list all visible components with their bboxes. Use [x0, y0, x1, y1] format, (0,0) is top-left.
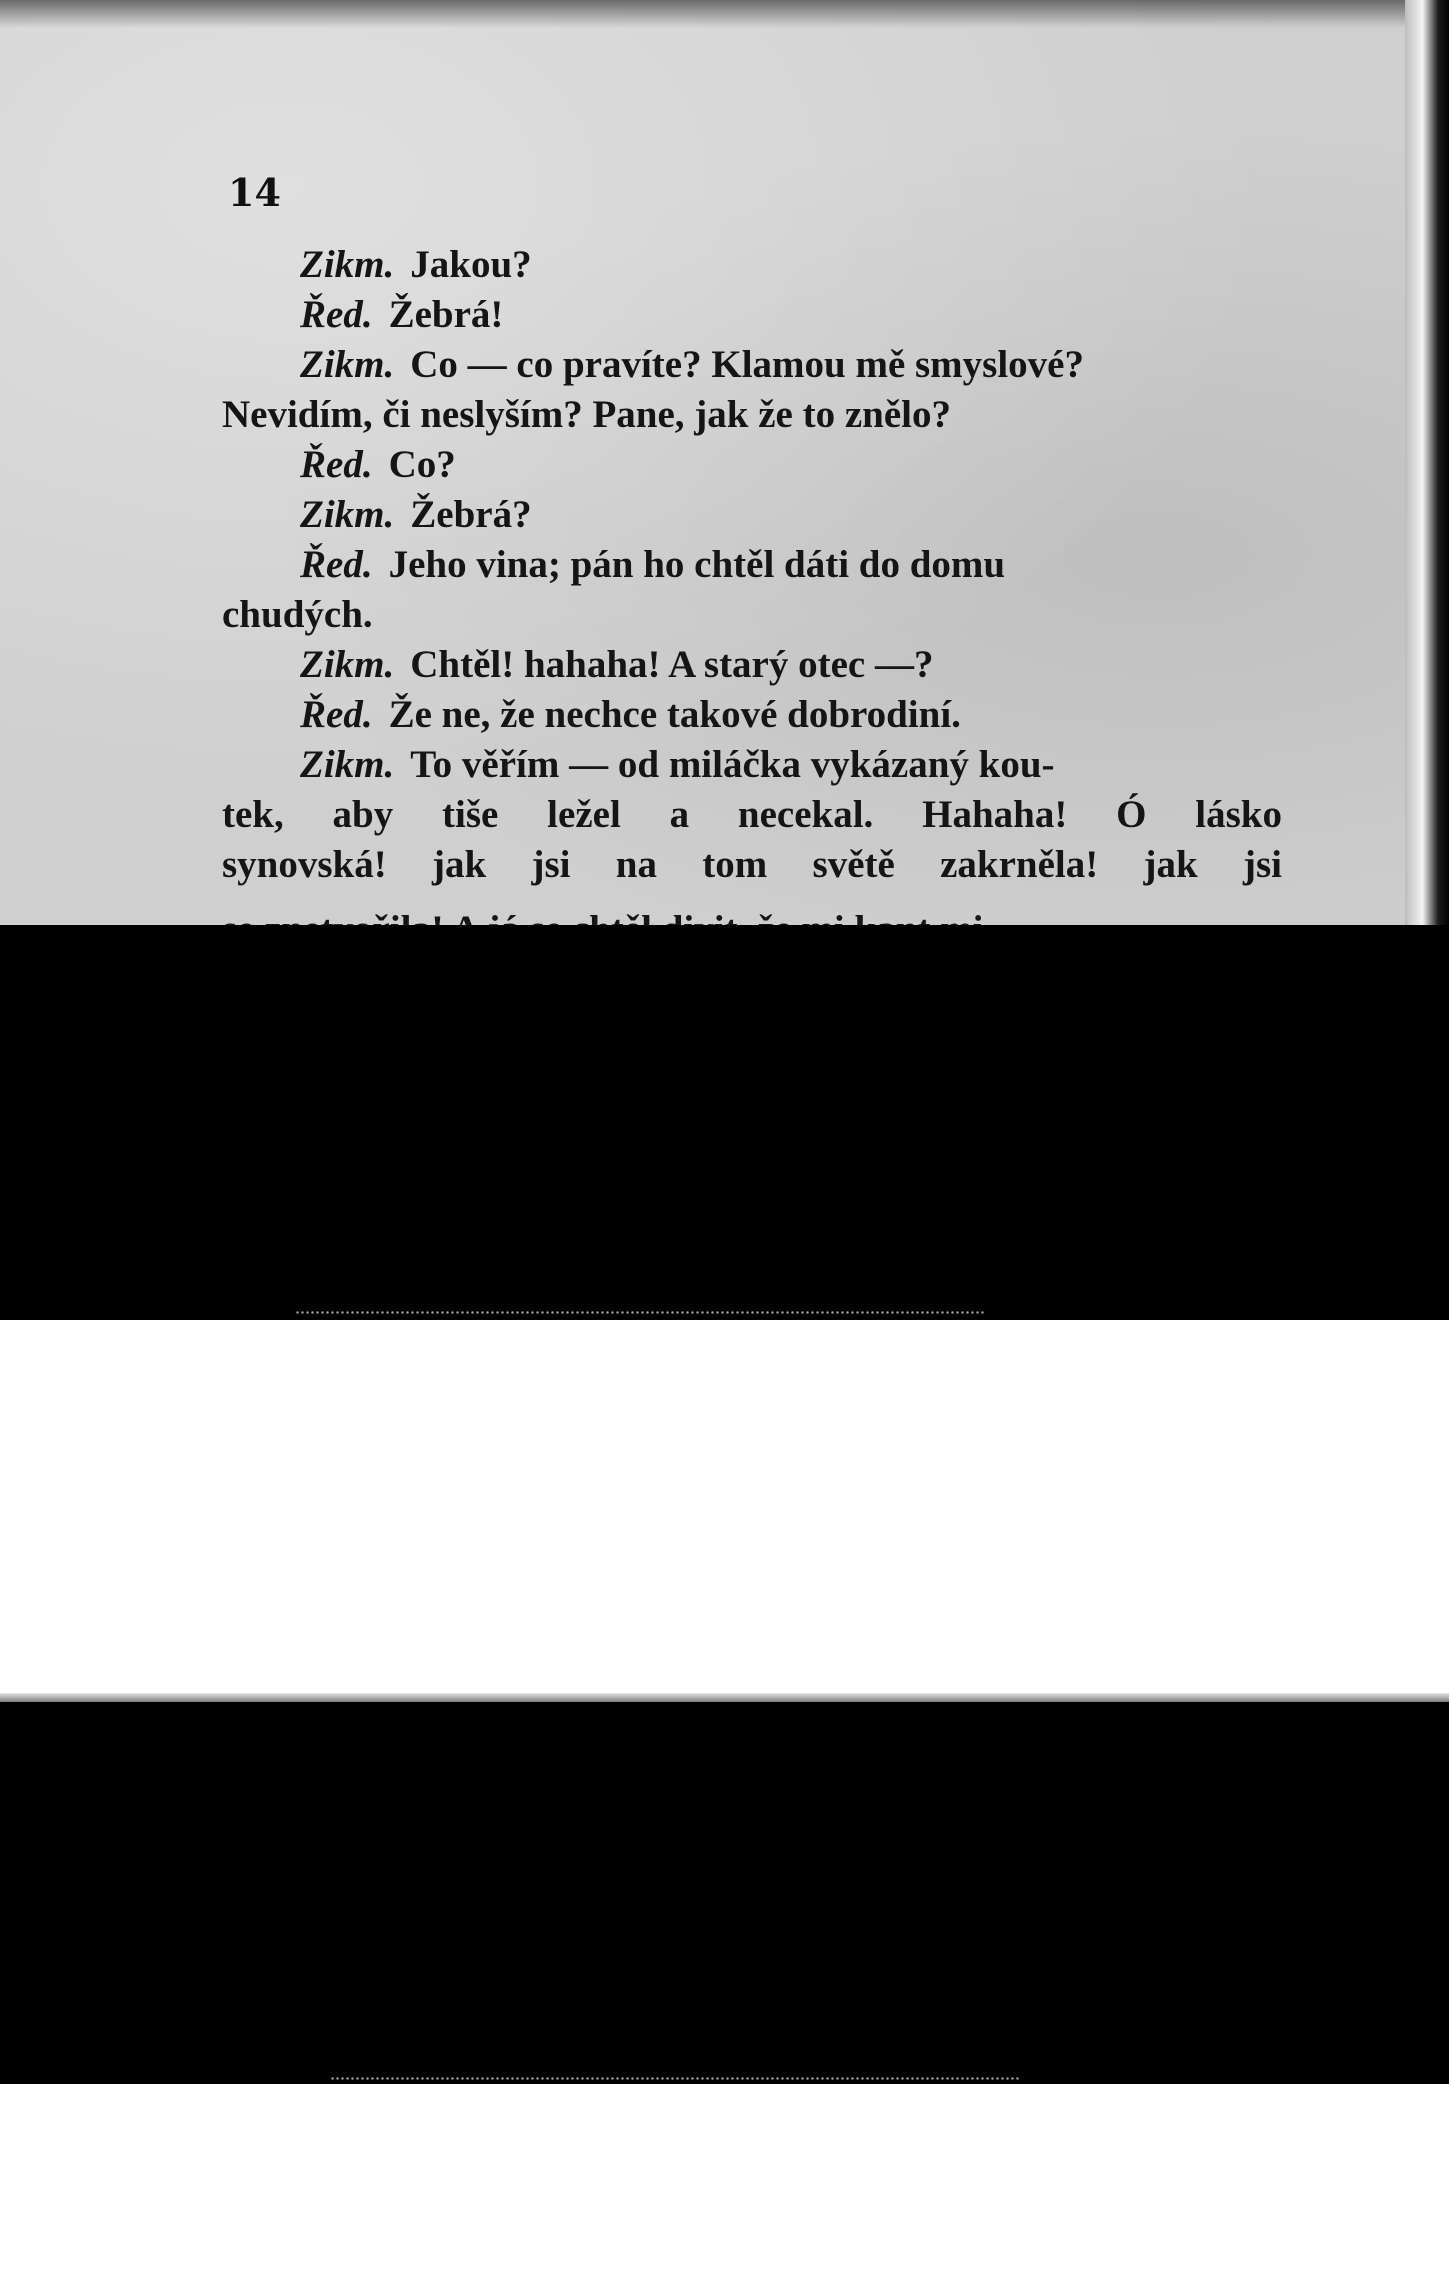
dialogue-line [222, 690, 1282, 740]
dialogue-line [222, 390, 1282, 440]
dialogue-line [222, 440, 1282, 490]
line-text: synovská! jak jsi na tom světě zakrněla! jak jsi [222, 843, 1282, 886]
line-text: chudých. [222, 593, 373, 636]
speaker-name: Řed. [300, 443, 373, 486]
dialogue-line [222, 640, 1282, 690]
scan-artifact-strip [0, 1693, 1449, 1702]
line-text: Jakou? [410, 243, 532, 286]
redaction-block [0, 925, 1449, 1320]
speaker-name: Zikm. [300, 643, 395, 686]
scanned-page [0, 0, 1449, 925]
dialogue-line [222, 290, 1282, 340]
line-text: To věřím — od miláčka vykázaný kou- [410, 743, 1055, 786]
page-top-shadow [0, 0, 1449, 28]
speaker-name: Zikm. [300, 343, 395, 386]
speaker-name: Řed. [300, 293, 373, 336]
line-text: Žebrá? [410, 493, 532, 536]
dialogue-line [222, 240, 1282, 290]
line-text: Že ne, že nechce takové dobrodiní. [388, 693, 961, 736]
speaker-name: Zikm. [300, 493, 395, 536]
book-binding-edge [1405, 0, 1449, 925]
dialogue-text [222, 240, 1282, 890]
speaker-name: Řed. [300, 693, 373, 736]
line-text: Co? [388, 443, 456, 486]
dialogue-line [222, 540, 1282, 590]
redaction-block [0, 1702, 1449, 2084]
dialogue-line [222, 340, 1282, 390]
speaker-name: Řed. [300, 543, 373, 586]
page-number: 14 [228, 170, 281, 215]
dialogue-line [222, 790, 1282, 840]
scan-artifact-dots [330, 2077, 1020, 2080]
line-text: Žebrá! [388, 293, 504, 336]
dialogue-line [222, 840, 1282, 890]
line-text: Nevidím, či neslyším? Pane, jak že to znělo? [222, 393, 951, 436]
cut-off-line [222, 905, 1282, 925]
line-text: Jeho vina; pán ho chtěl dáti do domu [388, 543, 1006, 586]
dialogue-line [222, 490, 1282, 540]
speaker-name: Zikm. [300, 743, 395, 786]
speaker-name: Zikm. [300, 243, 395, 286]
dialogue-line [222, 740, 1282, 790]
scan-artifact-dots [295, 1311, 985, 1314]
line-text: tek, aby tiše ležel a necekal. Hahaha! Ó lásko [222, 793, 1282, 836]
line-text: Chtěl! hahaha! A starý otec —? [410, 643, 934, 686]
line-text: Co — co pravíte? Klamou mě smyslové? [410, 343, 1084, 386]
dialogue-line [222, 590, 1282, 640]
